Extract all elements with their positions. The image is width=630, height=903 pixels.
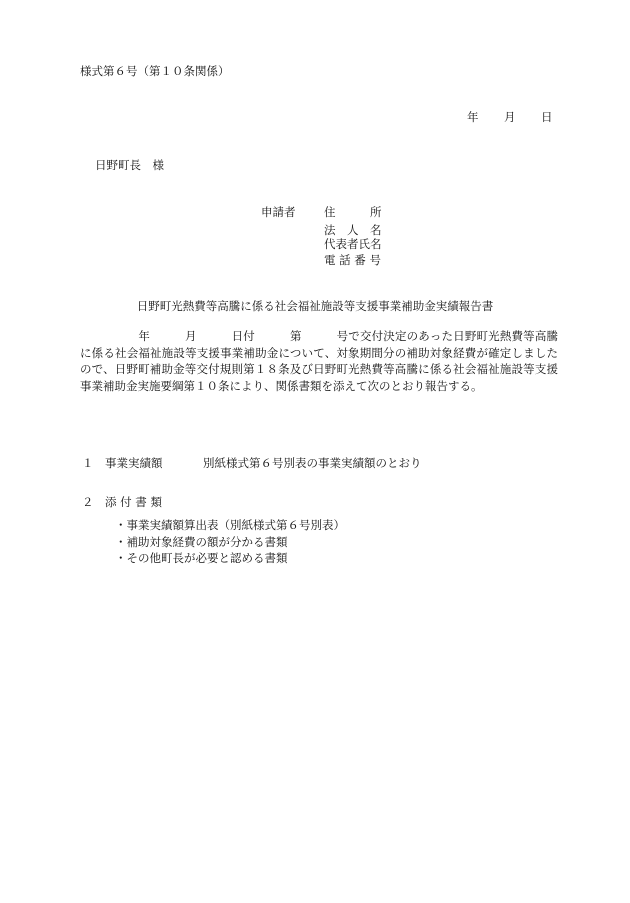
date-day: 日 <box>541 110 553 124</box>
attachment-list <box>115 517 345 567</box>
applicant-label: 申請者 <box>261 205 296 219</box>
phone-field-label: 電 話 番 号 <box>324 253 381 267</box>
document-title: 日野町光熱費等高騰に係る社会福祉施設等支援事業補助金実績報告書 <box>136 299 494 313</box>
item-2-label: 添 付 書 類 <box>105 495 162 509</box>
form-number: 様式第６号（第１０条関係） <box>80 64 230 78</box>
list-item: ・補助対象経費の額が分かる書類 <box>115 534 288 549</box>
item-2-number: ２ <box>82 495 94 509</box>
date-month: 月 <box>504 110 516 124</box>
address-field-label: 住 所 <box>324 205 382 219</box>
list-item: ・事業実績額算出表（別紙様式第６号別表） <box>115 518 345 532</box>
body-paragraph: 年 月 日付 第 号で交付決定のあった日野町光熱費等高騰に係る社会福祉施設等支援事業補助金について、対象期間分の補助対象経費が確定しましたので、日野町補助金等交付規則第１８条及び日野町光熱費等高騰に係る社会福祉施設等支援事業補助金実施要綱第１０条により、関係書類を添えて次のとおり報告する。 <box>80 329 558 393</box>
list-item: ・その他町長が必要と認める書類 <box>115 551 288 565</box>
item-1-number: １ <box>82 456 94 470</box>
item-1-label: 事業実績額 <box>105 456 163 470</box>
item-1-value: 別紙様式第６号別表の事業実績額のとおり <box>203 456 422 470</box>
representative-field-label: 代表者氏名 <box>324 237 382 251</box>
date-year: 年 <box>467 110 479 124</box>
addressee: 日野町長 様 <box>95 158 164 172</box>
corporation-field-label: 法 人 名 <box>324 223 382 237</box>
